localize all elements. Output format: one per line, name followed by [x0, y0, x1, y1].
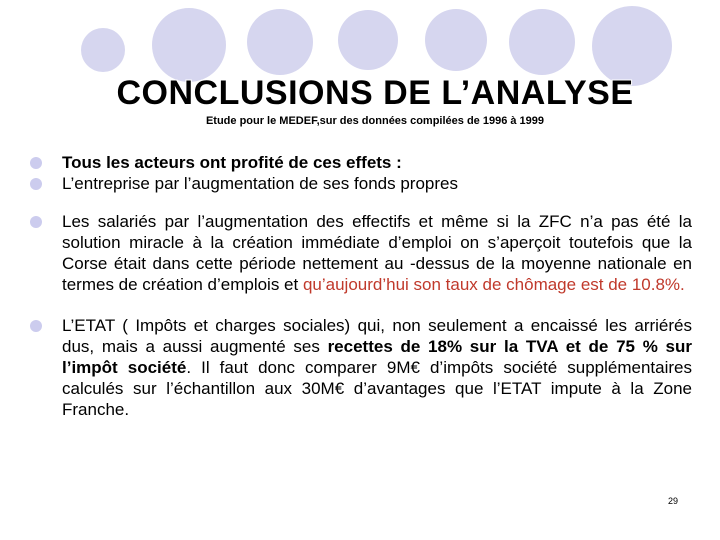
- bullet-item: [30, 315, 692, 420]
- highlight-text: qu’aujourd’hui son taux de chômage est de 10.8%.: [302, 275, 685, 294]
- bullet-item: [30, 173, 692, 194]
- bullet-icon: [30, 216, 42, 228]
- slide-title: CONCLUSIONS DE L’ANALYSE: [116, 74, 634, 112]
- slide-subtitle: Etude pour le MEDEF,sur des données compilées de 1996 à 1999: [205, 115, 545, 127]
- bullet-icon: [30, 178, 42, 190]
- bullet-list: [30, 152, 692, 420]
- bullet-item: [30, 152, 692, 173]
- bullet-text: Les salariés par l’augmentation des effectifs et même si la ZFC n’a pas été la solution miracle à la création immédiate d’emploi on s’aperçoit toutefois que la Corse était dans cette période nettement au -dessus de la moyenne nationale en termes de création d’emplois et: [62, 212, 692, 294]
- bullet-item: [30, 211, 692, 295]
- bullet-text-cont: . Il faut donc comparer 9M€ d’impôts société supplémentaires calculés sur l’échantillon aux 30M€ d’avantages que l’ETAT impute à la Zone Franche.: [62, 358, 692, 419]
- bullet-text: L’ETAT ( Impôts et charges sociales) qui, non seulement a encaissé les arriérés dus, mais a aussi augmenté ses: [62, 316, 692, 356]
- bullet-text: Tous les acteurs ont profité de ces effets :: [62, 153, 402, 172]
- page-number: 29: [667, 496, 678, 506]
- bullet-icon: [30, 320, 42, 332]
- bullet-text: L’entreprise par l’augmentation de ses fonds propres: [62, 174, 458, 193]
- bold-text: recettes de 18% sur la TVA et de 75 % sur l’impôt société: [62, 337, 693, 377]
- bullet-icon: [30, 157, 42, 169]
